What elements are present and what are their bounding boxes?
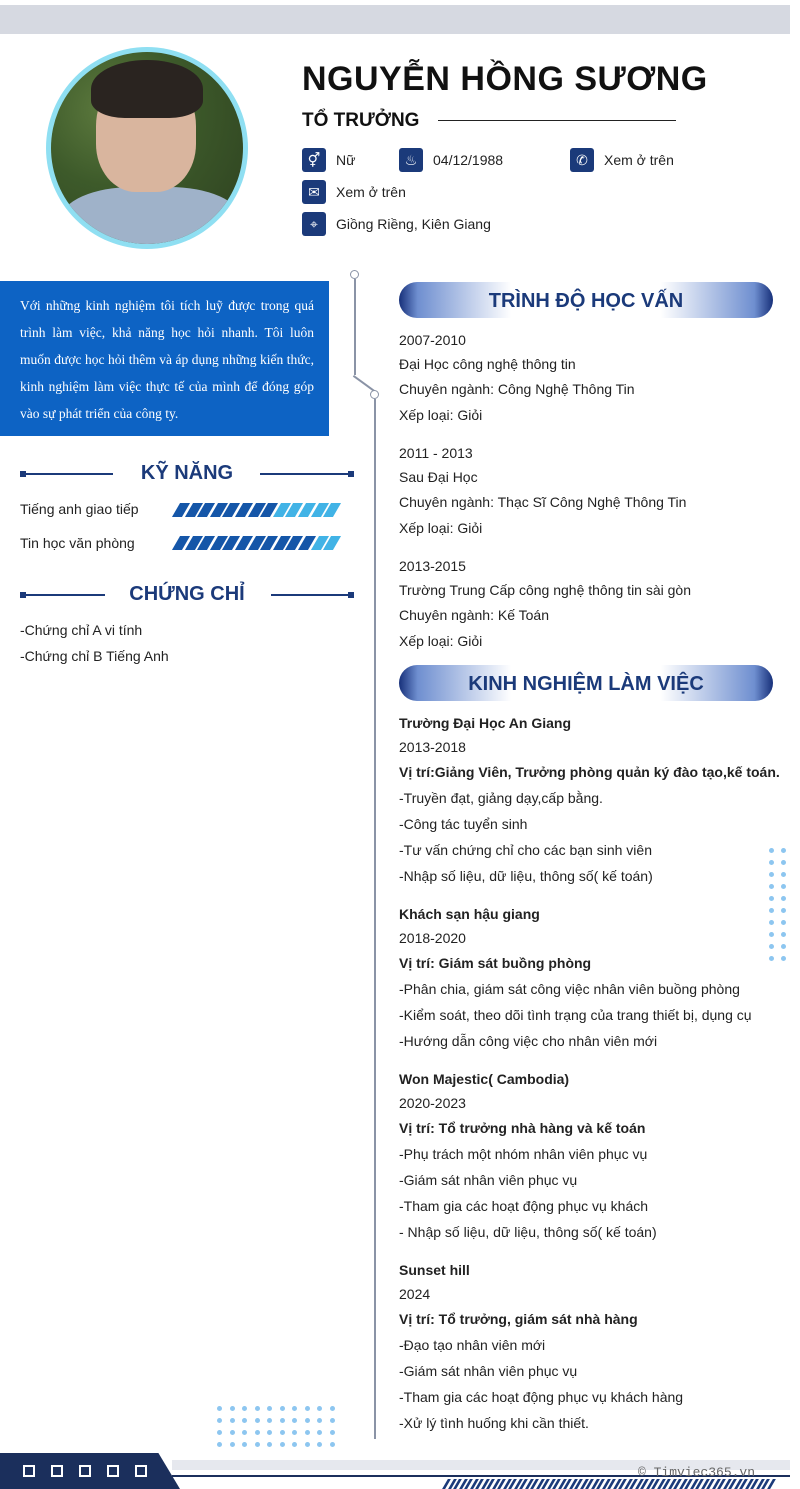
- decor-dot: [330, 1442, 335, 1447]
- decor-dot: [781, 860, 786, 865]
- skills-header: [20, 462, 354, 486]
- education-period: 2007-2010: [399, 332, 466, 348]
- skill-label: Tiếng anh giao tiếp: [20, 501, 139, 517]
- decor-dot: [305, 1418, 310, 1423]
- phone-value: Xem ở trên: [604, 152, 674, 168]
- watermark: © Timviec365.vn: [638, 1465, 756, 1480]
- decor-dot: [781, 956, 786, 961]
- decor-dot: [255, 1418, 260, 1423]
- decor-dot: [217, 1406, 222, 1411]
- decor-dot: [781, 872, 786, 877]
- timeline-line: [354, 279, 356, 375]
- decor-dot: [242, 1430, 247, 1435]
- skill-level-bar: [176, 536, 340, 550]
- decor-dot: [242, 1406, 247, 1411]
- experience-task: - Nhập số liệu, dữ liệu, thông số( kế toán): [399, 1224, 657, 1240]
- gender-value: Nữ: [336, 152, 356, 168]
- decor-dot: [267, 1430, 272, 1435]
- decor-dot: [280, 1418, 285, 1423]
- decor-dot: [292, 1418, 297, 1423]
- education-major: Chuyên ngành: Kế Toán: [399, 607, 549, 623]
- experience-position: Vị trí: Giám sát buồng phòng: [399, 955, 592, 971]
- decor-dot: [217, 1442, 222, 1447]
- decor-dot: [769, 944, 774, 949]
- decor-dot: [769, 956, 774, 961]
- experience-position: Vị trí:Giảng Viên, Trưởng phòng quản ký đào tạo,kế toán.: [399, 764, 780, 780]
- education-grade: Xếp loại: Giỏi: [399, 407, 483, 423]
- education-period: 2013-2015: [399, 558, 466, 574]
- certificates-header: [20, 583, 354, 607]
- title-divider: [438, 120, 676, 121]
- education-major: Chuyên ngành: Công Nghệ Thông Tin: [399, 381, 635, 397]
- experience-task: -Công tác tuyển sinh: [399, 816, 528, 832]
- decor-dot: [781, 944, 786, 949]
- decor-dot: [230, 1430, 235, 1435]
- decor-dot: [781, 848, 786, 853]
- contact-address: [302, 212, 491, 236]
- certificate-item: -Chứng chỉ A vi tính: [20, 622, 143, 638]
- experience-company: Won Majestic( Cambodia): [399, 1071, 570, 1087]
- decor-dot: [781, 932, 786, 937]
- education-grade: Xếp loại: Giỏi: [399, 520, 483, 536]
- decor-dot: [280, 1442, 285, 1447]
- decor-dot: [769, 908, 774, 913]
- experience-task: -Xử lý tình huống khi cần thiết.: [399, 1415, 589, 1431]
- skills-title: KỸ NĂNG: [140, 462, 234, 484]
- decor-dot: [280, 1406, 285, 1411]
- footer-square: [23, 1465, 35, 1477]
- decor-dot: [217, 1430, 222, 1435]
- experience-period: 2013-2018: [399, 739, 466, 755]
- decor-dot: [267, 1406, 272, 1411]
- decor-dot: [217, 1418, 222, 1423]
- education-period: 2011 - 2013: [399, 445, 473, 461]
- timeline-dot: [370, 390, 379, 399]
- education-school: Đại Học công nghệ thông tin: [399, 356, 576, 372]
- experience-task: -Tư vấn chứng chỉ cho các bạn sinh viên: [399, 842, 652, 858]
- top-banner: [0, 5, 790, 34]
- education-school: Trường Trung Cấp công nghệ thông tin sài gòn: [399, 582, 691, 598]
- decor-dot: [330, 1418, 335, 1423]
- decor-dot: [242, 1418, 247, 1423]
- education-school: Sau Đại Học: [399, 469, 478, 485]
- timeline-line: [374, 399, 376, 1439]
- education-header: [399, 282, 773, 318]
- experience-period: 2018-2020: [399, 930, 466, 946]
- education-major: Chuyên ngành: Thạc Sĩ Công Nghệ Thông Tin: [399, 494, 687, 510]
- decor-dot: [317, 1418, 322, 1423]
- experience-task: -Tham gia các hoạt động phục vụ khách: [399, 1198, 649, 1214]
- experience-company: Sunset hill: [399, 1262, 470, 1278]
- experience-task: -Phụ trách một nhóm nhân viên phục vụ: [399, 1146, 648, 1162]
- experience-company: Trường Đại Học An Giang: [399, 715, 572, 731]
- contact-birthday: [399, 148, 503, 172]
- career-summary: Với những kinh nghiệm tôi tích luỹ được trong quá trình làm việc, khả năng học hỏi nhanh. Tôi luôn muốn được học hỏi thêm và áp dụng những kiến thức, kinh nghiệm làm việc thực tế của mình để đóng góp vào sự phát triển của công ty.: [0, 281, 329, 436]
- decor-dot: [769, 884, 774, 889]
- experience-task: -Hướng dẫn công việc cho nhân viên mới: [399, 1033, 658, 1049]
- decor-dot: [305, 1442, 310, 1447]
- job-title: TỔ TRƯỞNG: [302, 110, 420, 131]
- decor-dot: [267, 1442, 272, 1447]
- decor-dot: [230, 1442, 235, 1447]
- experience-company: Khách sạn hậu giang: [399, 906, 540, 922]
- email-value: Xem ở trên: [336, 184, 406, 200]
- footer-square: [107, 1465, 119, 1477]
- gender-icon: ⚥: [302, 148, 326, 172]
- decor-dot: [255, 1430, 260, 1435]
- experience-task: -Kiểm soát, theo dõi tình trạng của trang thiết bị, dụng cụ: [399, 1007, 752, 1023]
- experience-task: -Truyền đạt, giảng dạy,cấp bằng.: [399, 790, 603, 806]
- certificate-item: -Chứng chỉ B Tiếng Anh: [20, 648, 169, 664]
- decor-dot: [255, 1442, 260, 1447]
- timeline-dot-top: [350, 270, 359, 279]
- decor-dot: [292, 1430, 297, 1435]
- skill-label: Tin học văn phòng: [20, 535, 135, 551]
- decor-dot: [781, 896, 786, 901]
- experience-period: 2020-2023: [399, 1095, 466, 1111]
- footer-square: [79, 1465, 91, 1477]
- phone-icon: ✆: [570, 148, 594, 172]
- decor-dot: [769, 872, 774, 877]
- experience-position: Vị trí: Tổ trưởng nhà hàng và kế toán: [399, 1120, 646, 1136]
- address-value: Giồng Riềng, Kiên Giang: [336, 216, 491, 232]
- contact-gender: [302, 148, 355, 172]
- decor-dot-grid: [217, 1406, 335, 1447]
- candidate-name: NGUYỄN HỒNG SƯƠNG: [302, 60, 708, 98]
- decor-dot: [769, 896, 774, 901]
- envelope-icon: ✉: [302, 180, 326, 204]
- experience-task: -Đạo tạo nhân viên mới: [399, 1337, 546, 1353]
- birthday-cake-icon: ♨: [399, 148, 423, 172]
- decor-dot: [292, 1442, 297, 1447]
- birthday-value: 04/12/1988: [433, 152, 504, 168]
- decor-dot: [781, 920, 786, 925]
- experience-position: Vị trí: Tổ trưởng, giám sát nhà hàng: [399, 1311, 638, 1327]
- contact-phone: [570, 148, 674, 172]
- decor-dot: [769, 848, 774, 853]
- footer-square: [135, 1465, 147, 1477]
- decor-dot: [255, 1406, 260, 1411]
- decor-dot: [769, 860, 774, 865]
- decor-dot: [769, 932, 774, 937]
- avatar: [46, 47, 248, 249]
- footer-square: [51, 1465, 63, 1477]
- decor-dot: [230, 1418, 235, 1423]
- experience-header: [399, 665, 773, 701]
- education-grade: Xếp loại: Giỏi: [399, 633, 483, 649]
- decor-dot: [230, 1406, 235, 1411]
- certificates-title: CHỨNG CHỈ: [129, 583, 245, 605]
- decor-dot: [292, 1406, 297, 1411]
- decor-dot: [305, 1406, 310, 1411]
- decor-dot: [267, 1418, 272, 1423]
- decor-dot: [330, 1406, 335, 1411]
- decor-dot: [769, 920, 774, 925]
- decor-dot: [330, 1430, 335, 1435]
- decor-dot: [280, 1430, 285, 1435]
- experience-task: -Tham gia các hoạt động phục vụ khách hàng: [399, 1389, 684, 1405]
- map-pin-icon: ⌖: [302, 212, 326, 236]
- experience-task: -Phân chia, giám sát công việc nhân viên buồng phòng: [399, 981, 740, 997]
- decor-dot: [305, 1430, 310, 1435]
- experience-task: -Giám sát nhân viên phục vụ: [399, 1363, 578, 1379]
- experience-task: -Giám sát nhân viên phục vụ: [399, 1172, 578, 1188]
- experience-period: 2024: [399, 1286, 431, 1302]
- decor-dot: [317, 1430, 322, 1435]
- footer-stripes: [445, 1479, 775, 1489]
- contact-email: [302, 180, 406, 204]
- profile-photo: [51, 52, 243, 244]
- decor-dot: [317, 1442, 322, 1447]
- experience-title: KINH NGHIỆM LÀM VIỆC: [468, 673, 704, 695]
- decor-dot: [242, 1442, 247, 1447]
- experience-task: -Nhập số liệu, dữ liệu, thông số( kế toán): [399, 868, 653, 884]
- decor-dot: [781, 908, 786, 913]
- education-title: TRÌNH ĐỘ HỌC VẤN: [488, 290, 684, 312]
- decor-dot-grid: [769, 848, 786, 961]
- skill-level-bar: [176, 503, 340, 517]
- decor-dot: [317, 1406, 322, 1411]
- decor-dot: [781, 884, 786, 889]
